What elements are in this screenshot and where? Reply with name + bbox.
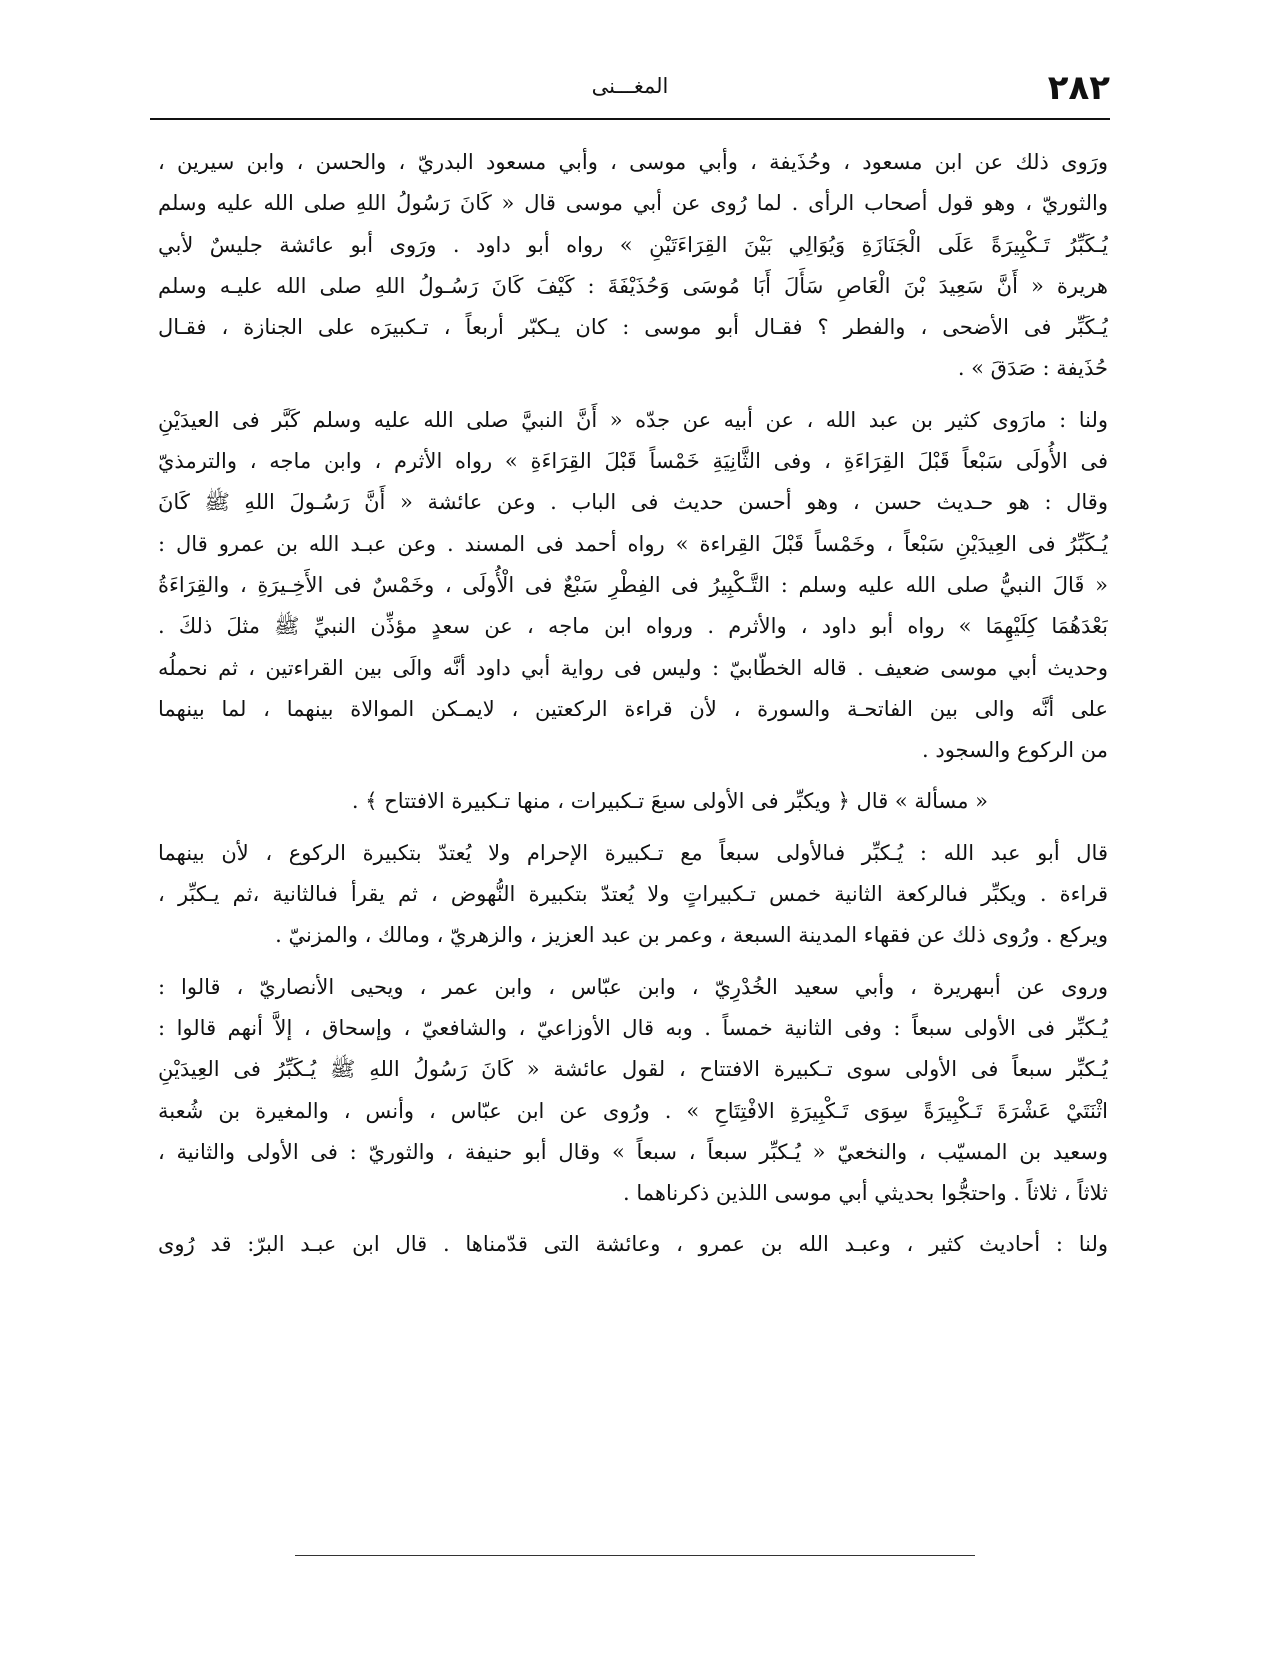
body-text: [158, 142, 1108, 1266]
text-line: بَعْدَهُمَا كِلَيْهِمَا » رواه أبو داود ، والأثرم . ورواه ابن ماجه ، عن سعدٍ مؤذِّن النبيِّ ﷺ مثلَ ذلكَ .: [158, 614, 1108, 639]
text-line: فى الأُولَى سَبْعاً قَبْلَ القِرَاءَةِ ، وفى الثَّانِيَةِ خَمْساً قَبْلَ القِرَاءَةِ » رواه الأثرم ، وابن ماجه ، والترمذيّ: [158, 449, 1108, 474]
text-line: ثلاثاً ، ثلاثاً . واحتجُّوا بحديثي أبي موسى اللذين ذكرناهما .: [623, 1181, 1108, 1206]
text-line: والثوريّ ، وهو قول أصحاب الرأى . لما رُوى عن أبي موسى قال « كَانَ رَسُولُ اللهِ صلى الله عليه وسلم: [158, 191, 1108, 216]
book-title: المغـــنى: [591, 74, 669, 98]
text-line: يُـكبِّر سبعاً فى الأولى سوى تـكبيرة الافتتاح ، لقول عائشة « كَانَ رَسُولُ اللهِ ﷺ يُـكَبِّرُ فى العِيدَيْنِ: [158, 1057, 1108, 1082]
text-line: يُـكَبِّرُ تَـكْبِيرَةً عَلَى الْجَنَازَةِ وَيُوَالِي بَيْنَ القِرَاءَتَيْنِ » رواه أبو داود . ورَوى أبو عائشة جليسٌ لأبي: [158, 232, 1108, 257]
text-line: ولنا : أحاديث كثير ، وعبـد الله بن عمرو ، وعائشة التى قدّمناها . قال ابن عبـد البرّ: قد رُوى: [158, 1232, 1108, 1257]
paragraph: [158, 967, 1108, 1215]
text-line: وروى عن أبىهريرة ، وأبي سعيد الخُدْرِيّ ، وابن عبّاس ، وابن عمر ، ويحيى الأنصاريّ ، قالوا :: [158, 974, 1108, 999]
header-divider: [150, 118, 1110, 120]
text-line: وسعيد بن المسيّب ، والنخعيّ « يُـكبِّر سبعاً ، سبعاً » وقال أبو حنيفة ، والثوريّ : فى الأولى والثانية ،: [158, 1139, 1108, 1164]
page-header: [150, 68, 1110, 118]
footer-divider: [295, 1555, 975, 1556]
page-number: ٢٨٢: [1047, 68, 1110, 108]
text-line: قراءة . ويكبِّر فىالركعة الثانية خمس تـكبيراتٍ ولا يُعتدّ بتكبيرة النُّهوض ، ثم يقرأ فىالثانية ،ثم يـكبِّر ،: [158, 882, 1108, 907]
text-line: وحديث أبي موسى ضعيف . قاله الخطّابيّ : وليس فى رواية أبي داود أنَّه والَى بين القراءتين ، ثم نحملُه: [158, 655, 1108, 680]
text-line: على أنَّه والى بين الفاتحـة والسورة ، لأن قراءة الركعتين ، لايمـكن الموالاة بينهما ، لما بينهما: [158, 696, 1108, 721]
text-line: يُـكَبِّر فى الأضحى ، والفطر ؟ فقـال أبو موسى : كان يـكبّر أربعاً ، تـكبيرَه على الجنازة ، فقـال: [158, 315, 1108, 340]
text-line: « قَالَ النبيُّ صلى الله عليه وسلم : التَّـكْبِيرُ فى الفِطْرِ سَبْعٌ فى الْأُولَى ، وخَمْسٌ فى الأَخِـيرَةِ ، والقِرَاءَةُ: [158, 572, 1108, 597]
text-line: ويركع . ورُوى ذلك عن فقهاء المدينة السبعة ، وعمر بن عبد العزيز ، والزهريّ ، ومالك ، والمزنيّ .: [275, 923, 1108, 948]
paragraph: [158, 400, 1108, 772]
text-line: قال أبو عبد الله : يُـكبِّر فىالأولى سبعاً مع تـكبيرة الإحرام ولا يُعتدّ بتكبيرة الركوع ، لأن بينهما: [158, 840, 1108, 865]
masala-heading: [158, 781, 1108, 822]
text-line: حُذَيفة : صَدَقَ » .: [957, 356, 1108, 381]
paragraph: [158, 1224, 1108, 1265]
text-line: اثْنَتَيْ عَشْرَةَ تَـكْبِيرَةً سِوَى تَـكْبِيرَةِ الافْتِتَاحِ » . ورُوى عن ابن عبّاس ، وأنس ، والمغيرة بن شُعبة: [158, 1098, 1108, 1123]
paragraph: [158, 142, 1108, 390]
text-line: وقال : هو حـديث حسن ، وهو أحسن حديث فى الباب . وعن عائشة « أَنَّ رَسُـولَ اللهِ ﷺ كَانَ: [158, 490, 1108, 515]
text-line: من الركوع والسجود .: [922, 738, 1108, 763]
text-line: يُـكبِّر فى الأولى سبعاً : وفى الثانية خمساً . وبه قال الأوزاعيّ ، والشافعيّ ، وإسحاق ، إلاَّ أنهم قالوا :: [158, 1015, 1108, 1040]
text-line: يُـكَبِّرُ فى العِيدَيْنِ سَبْعاً ، وخَمْساً قَبْلَ القِراءة » رواه أحمد فى المسند . وعن عبـد الله بن عمرو قال :: [158, 531, 1108, 556]
paragraph: [158, 833, 1108, 957]
text-line: هريرة « أَنَّ سَعِيدَ بْنَ الْعَاصِ سَأَلَ أَبَا مُوسَى وَحُذَيْفَةَ : كَيْفَ كَانَ رَسُـولُ اللهِ صلى الله عليـه وسلم: [158, 273, 1108, 298]
text-line: ورَوى ذلك عن ابن مسعود ، وحُذَيفة ، وأبي موسى ، وأبي مسعود البدريّ ، والحسن ، وابن سيرين ،: [158, 150, 1108, 174]
text-line: ولنا : مارَوى كثير بن عبد الله ، عن أبيه عن جدّه « أَنَّ النبيَّ صلى الله عليه وسلم كَبَّر فى العيدَيْنِ: [158, 407, 1108, 432]
text-line: « مسألة » قال ﴿ ويكبِّر فى الأولى سبعَ تـكبيرات ، منها تـكبيرة الافتتاح ﴾ .: [351, 789, 988, 814]
